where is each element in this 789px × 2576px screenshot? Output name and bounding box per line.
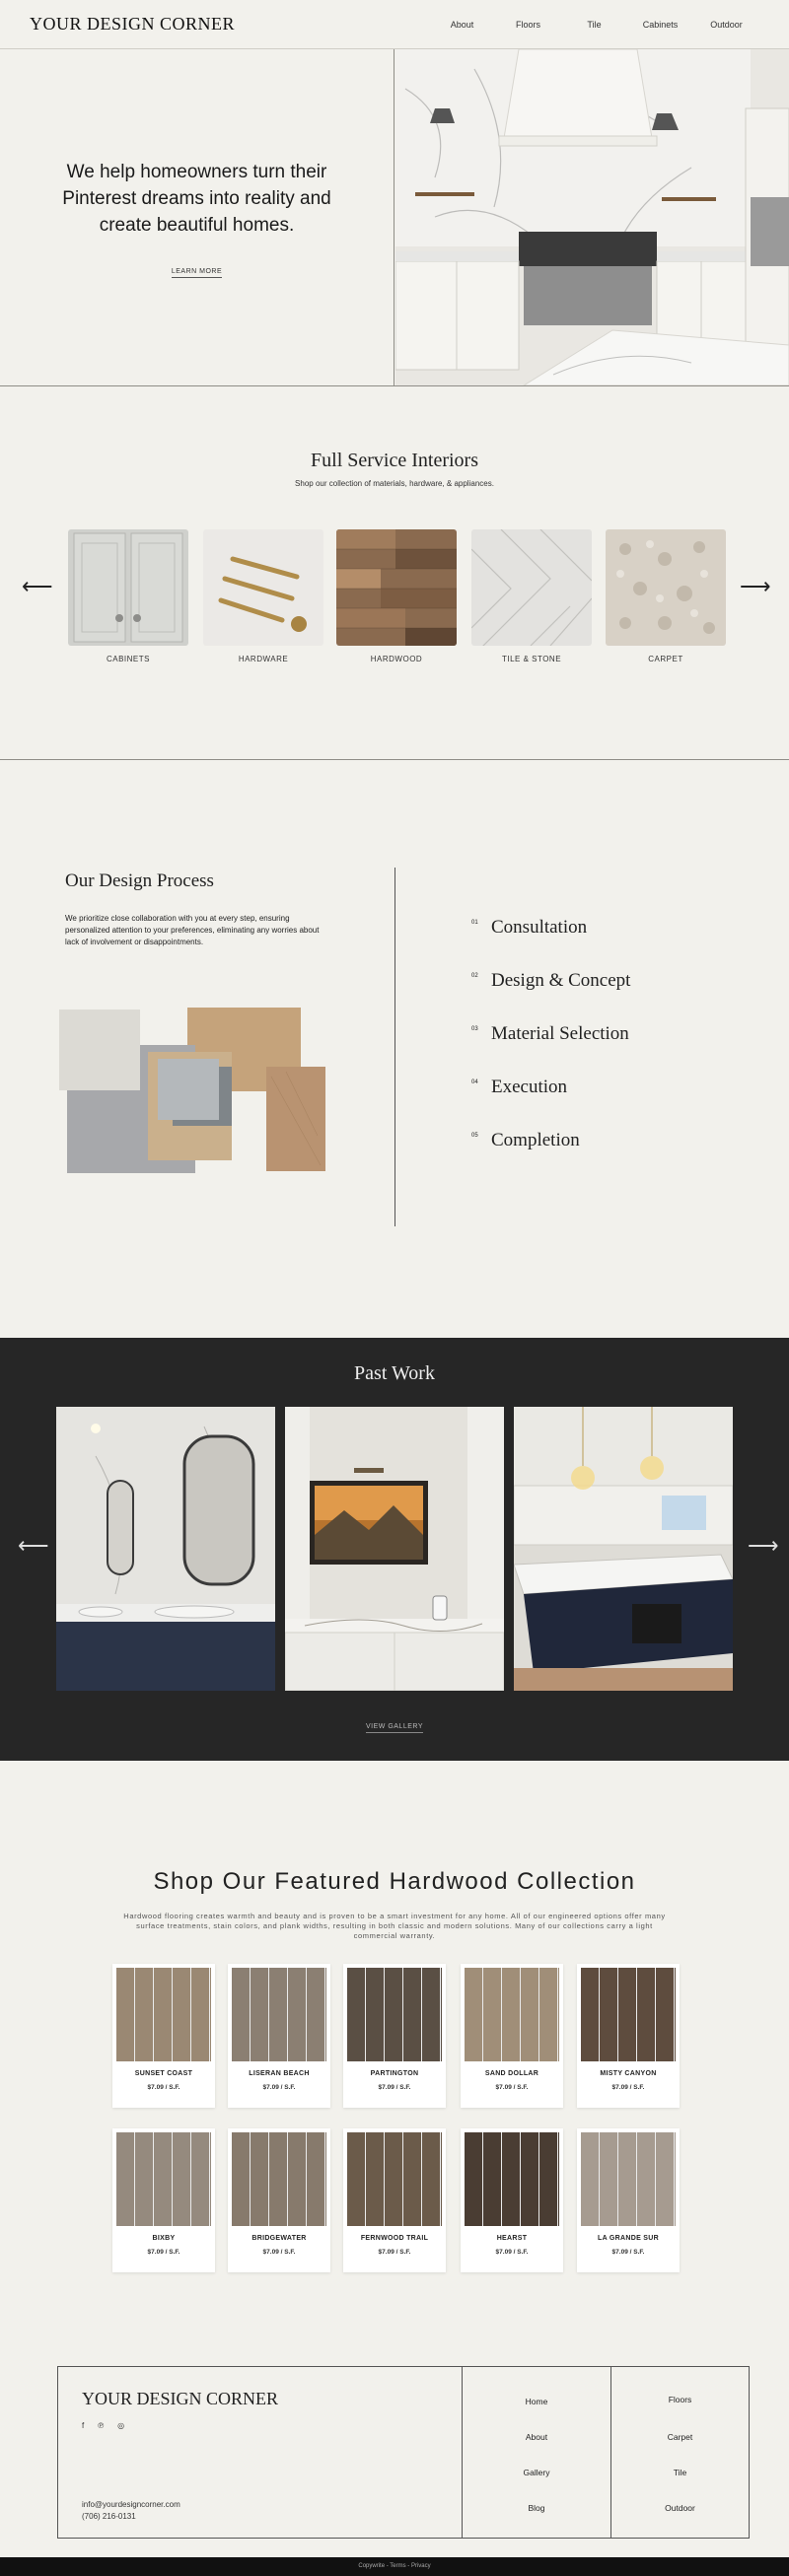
product-name[interactable]: PARTINGTON [370,2070,419,2077]
hardwood-description: Hardwood flooring creates warmth and beauty and is proven to be a smart investment for any home. All of our engineered options offer many surface treatments, stain colors, and plank widths, resulting in both classic and modern solutions. Many of our collections carry a light commercial warranty. [123,1912,666,1940]
product-name[interactable]: LISERAN BEACH [249,2070,310,2077]
footer-link-blog[interactable]: Blog [528,2503,545,2513]
product-card[interactable] [112,1964,215,2108]
past-work-section [0,1338,789,1761]
product-image[interactable] [581,2132,676,2226]
product-image[interactable] [347,2132,442,2226]
footer-col-2 [611,2367,749,2538]
product-card[interactable] [343,1964,446,2108]
hardware-image [203,529,323,646]
service-item-carpet[interactable] [606,529,726,663]
product-image[interactable] [581,1968,676,2061]
process-text: We prioritize close collaboration with you at every step, ensuring personalized attention to your preferences, eliminating any worries about lack of involvement or disappointments. [65,914,320,946]
past-work-photo-kitchen-island[interactable] [514,1407,733,1691]
product-name[interactable]: BRIDGEWATER [251,2235,307,2242]
footer-logo[interactable]: YOUR DESIGN CORNER [82,2389,279,2408]
process-divider [394,868,395,1226]
footer-email[interactable]: info@yourdesigncorner.com [82,2500,180,2509]
product-image[interactable] [347,1968,442,2061]
footer-link-outdoor[interactable]: Outdoor [665,2503,695,2513]
step-number: 04 [471,1079,478,1085]
product-image[interactable] [465,2132,559,2226]
view-gallery-label[interactable]: VIEW GALLERY [366,1723,423,1733]
nav-floors[interactable]: Floors [515,19,540,30]
step-number: 05 [471,1133,478,1139]
hero [0,49,789,386]
process-step-execution [471,1077,567,1098]
service-item-hardwood[interactable] [336,529,457,663]
service-item-cabinets[interactable] [68,529,188,663]
step-number: 03 [471,1026,478,1032]
services-subtitle: Shop our collection of materials, hardware, & appliances. [295,479,494,488]
view-gallery-link[interactable] [0,1723,789,1730]
product-image[interactable] [232,2132,326,2226]
product-name[interactable]: FERNWOOD TRAIL [360,2235,429,2242]
legal-bar[interactable]: Copywrite - Terms - Privacy [0,2557,789,2576]
product-image[interactable] [232,1968,326,2061]
product-price: $7.09 / S.F. [378,2249,411,2256]
social-links [82,2421,124,2430]
site-footer [57,2366,750,2539]
arrow-left-icon[interactable]: ⟵ [22,574,53,598]
product-card[interactable] [228,1964,330,2108]
step-label: Material Selection [491,1023,629,1044]
hero-title: We help homeowners turn their Pinterest dreams into reality and create beautiful homes. [62,161,331,236]
footer-link-floors[interactable]: Floors [668,2395,692,2404]
instagram-icon[interactable]: ◎ [117,2421,125,2430]
cabinets-image [68,529,188,646]
process-step-material-selection [471,1023,629,1045]
hero-text-panel [0,49,394,386]
footer-link-tile[interactable]: Tile [673,2468,687,2477]
step-label: Execution [491,1077,568,1097]
footer-brand [58,2367,463,2538]
product-price: $7.09 / S.F. [262,2084,296,2091]
product-card[interactable] [577,2128,680,2272]
main-nav [429,20,759,30]
arrow-right-icon[interactable]: ⟶ [748,1533,779,1558]
arrow-right-icon[interactable]: ⟶ [740,574,771,598]
product-name[interactable]: LA GRANDE SUR [598,2235,659,2242]
tile-stone-image [471,529,592,646]
nav-outdoor[interactable]: Outdoor [710,19,743,30]
past-work-photo-tv-wall[interactable] [285,1407,504,1691]
product-price: $7.09 / S.F. [611,2084,645,2091]
process-step-completion [471,1130,580,1151]
product-card[interactable] [228,2128,330,2272]
product-name[interactable]: BIXBY [152,2235,176,2242]
nav-tile[interactable]: Tile [587,19,602,30]
learn-more-link[interactable]: LEARN MORE [172,268,222,278]
past-work-title: Past Work [354,1362,435,1384]
nav-about[interactable]: About [450,19,474,30]
logo[interactable]: YOUR DESIGN CORNER [30,14,236,34]
hero-kitchen-image [395,49,789,385]
product-card[interactable] [577,1964,680,2108]
product-price: $7.09 / S.F. [262,2249,296,2256]
product-price: $7.09 / S.F. [378,2084,411,2091]
product-price: $7.09 / S.F. [611,2249,645,2256]
service-label: HARDWOOD [370,655,423,663]
process-title: Our Design Process [65,870,214,891]
hardwood-title: Shop Our Featured Hardwood Collection [153,1868,636,1895]
footer-link-about[interactable]: About [525,2432,548,2442]
footer-link-gallery[interactable]: Gallery [523,2468,550,2477]
step-number: 02 [471,973,478,979]
step-label: Consultation [491,917,588,938]
carpet-image [606,529,726,646]
product-image[interactable] [116,2132,211,2226]
process-step-design-concept [471,970,630,992]
product-price: $7.09 / S.F. [495,2249,529,2256]
product-name[interactable]: SUNSET COAST [134,2070,193,2077]
step-number: 01 [471,920,478,926]
footer-link-carpet[interactable]: Carpet [667,2432,693,2442]
service-item-hardware[interactable] [203,529,323,663]
product-name[interactable]: HEARST [496,2235,528,2242]
step-label: Completion [491,1130,580,1150]
hardwood-image [336,529,457,646]
pinterest-icon[interactable]: ℗ [98,2421,105,2430]
site-header [0,0,789,49]
product-price: $7.09 / S.F. [495,2084,529,2091]
product-name[interactable]: SAND DOLLAR [484,2070,539,2077]
arrow-left-icon[interactable]: ⟵ [18,1533,49,1558]
service-item-tile-stone[interactable] [471,529,592,663]
product-price: $7.09 / S.F. [147,2084,180,2091]
footer-phone[interactable]: (706) 216-0131 [82,2512,136,2521]
product-image[interactable] [116,1968,211,2061]
product-name[interactable]: MISTY CANYON [600,2070,657,2077]
material-swatches-image [59,1008,325,1175]
product-card[interactable] [112,2128,215,2272]
process-step-consultation [471,917,587,939]
product-card[interactable] [343,2128,446,2272]
service-label: HARDWARE [238,655,289,663]
services-section [0,387,789,760]
product-price: $7.09 / S.F. [147,2249,180,2256]
product-card[interactable] [461,2128,563,2272]
service-label: TILE & STONE [501,655,562,663]
hardwood-section [0,1762,789,2363]
step-label: Design & Concept [491,970,631,991]
past-work-photo-bathroom[interactable] [56,1407,275,1691]
nav-cabinets[interactable]: Cabinets [642,19,679,30]
product-image[interactable] [465,1968,559,2061]
facebook-icon[interactable]: f [82,2421,85,2430]
services-title: Full Service Interiors [311,450,478,471]
service-label: CARPET [648,655,683,663]
design-process-section [0,761,789,1337]
service-label: CABINETS [106,655,150,663]
footer-link-home[interactable]: Home [525,2397,548,2406]
footer-col-1 [463,2367,611,2538]
product-card[interactable] [461,1964,563,2108]
